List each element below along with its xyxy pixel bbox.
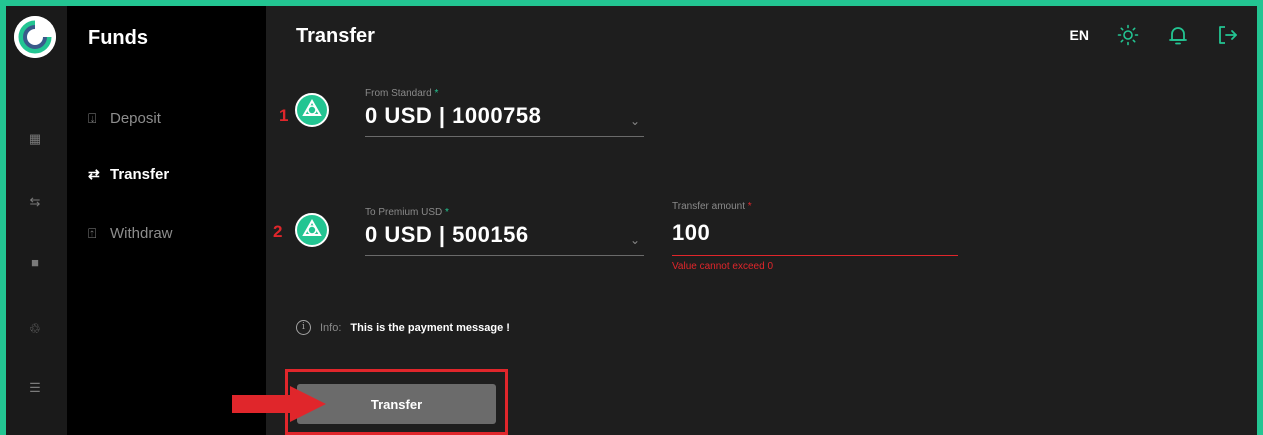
from-account-label: From Standard * xyxy=(365,88,439,99)
withdraw-icon: ⍐ xyxy=(88,224,97,241)
chevron-down-icon: ⌄ xyxy=(629,114,640,128)
deposit-icon: ⍗ xyxy=(88,109,97,126)
from-account-select[interactable] xyxy=(365,88,644,137)
transfer-amount-underline xyxy=(672,255,958,256)
info-message: This is the payment message ! xyxy=(350,321,510,334)
amount-error-message: Value cannot exceed 0 xyxy=(672,261,774,272)
nav-title: Funds xyxy=(88,27,148,49)
transfer-amount-field[interactable] xyxy=(672,201,958,256)
nav-item-label: Withdraw xyxy=(110,224,173,242)
transfer-icon: ⇄ xyxy=(88,165,100,182)
wallet-icon[interactable]: ■ xyxy=(31,255,39,270)
nav-item-label: Deposit xyxy=(110,109,161,127)
info-icon: i xyxy=(296,320,311,335)
transfer-button[interactable]: Transfer xyxy=(297,384,496,424)
to-account-underline xyxy=(365,255,644,256)
nav-item-deposit[interactable] xyxy=(88,107,161,129)
theme-icon[interactable] xyxy=(1117,24,1139,46)
icon-rail xyxy=(6,6,67,435)
language-selector[interactable]: EN xyxy=(1069,27,1089,43)
logout-icon[interactable] xyxy=(1217,24,1239,46)
from-account-value: 0 USD | 1000758 xyxy=(365,103,542,128)
transfer-amount-label: Transfer amount * xyxy=(672,201,752,212)
from-account-underline xyxy=(365,136,644,137)
top-actions xyxy=(1070,24,1239,46)
transfer-amount-value: 100 xyxy=(672,220,711,245)
swap-icon[interactable]: ⇆ xyxy=(29,194,41,209)
app-frame xyxy=(6,6,1257,435)
to-account-select[interactable] xyxy=(365,207,644,256)
app-logo[interactable] xyxy=(14,16,56,58)
bell-icon[interactable] xyxy=(1167,24,1189,46)
to-account-label: To Premium USD * xyxy=(365,207,449,218)
chevron-down-icon: ⌄ xyxy=(629,233,640,247)
main-content xyxy=(266,6,1257,435)
recycle-icon[interactable]: ♲ xyxy=(29,321,41,336)
step-marker-2: 2 xyxy=(273,222,283,241)
list-icon[interactable]: ☰ xyxy=(29,380,41,395)
account-logo-icon xyxy=(295,213,329,247)
to-account-value: 0 USD | 500156 xyxy=(365,222,529,247)
info-label: Info: xyxy=(320,321,342,334)
nav-item-transfer[interactable] xyxy=(88,163,169,185)
nav-item-label: Transfer xyxy=(110,165,170,183)
page-title: Transfer xyxy=(296,25,375,47)
info-row xyxy=(296,320,510,335)
account-logo-icon xyxy=(295,93,329,127)
nav-item-withdraw[interactable] xyxy=(88,222,173,244)
arrow-pointer-icon xyxy=(232,386,332,422)
funds-nav xyxy=(67,6,266,435)
step-marker-1: 1 xyxy=(279,106,289,125)
grid-icon[interactable]: ▦ xyxy=(28,131,42,146)
